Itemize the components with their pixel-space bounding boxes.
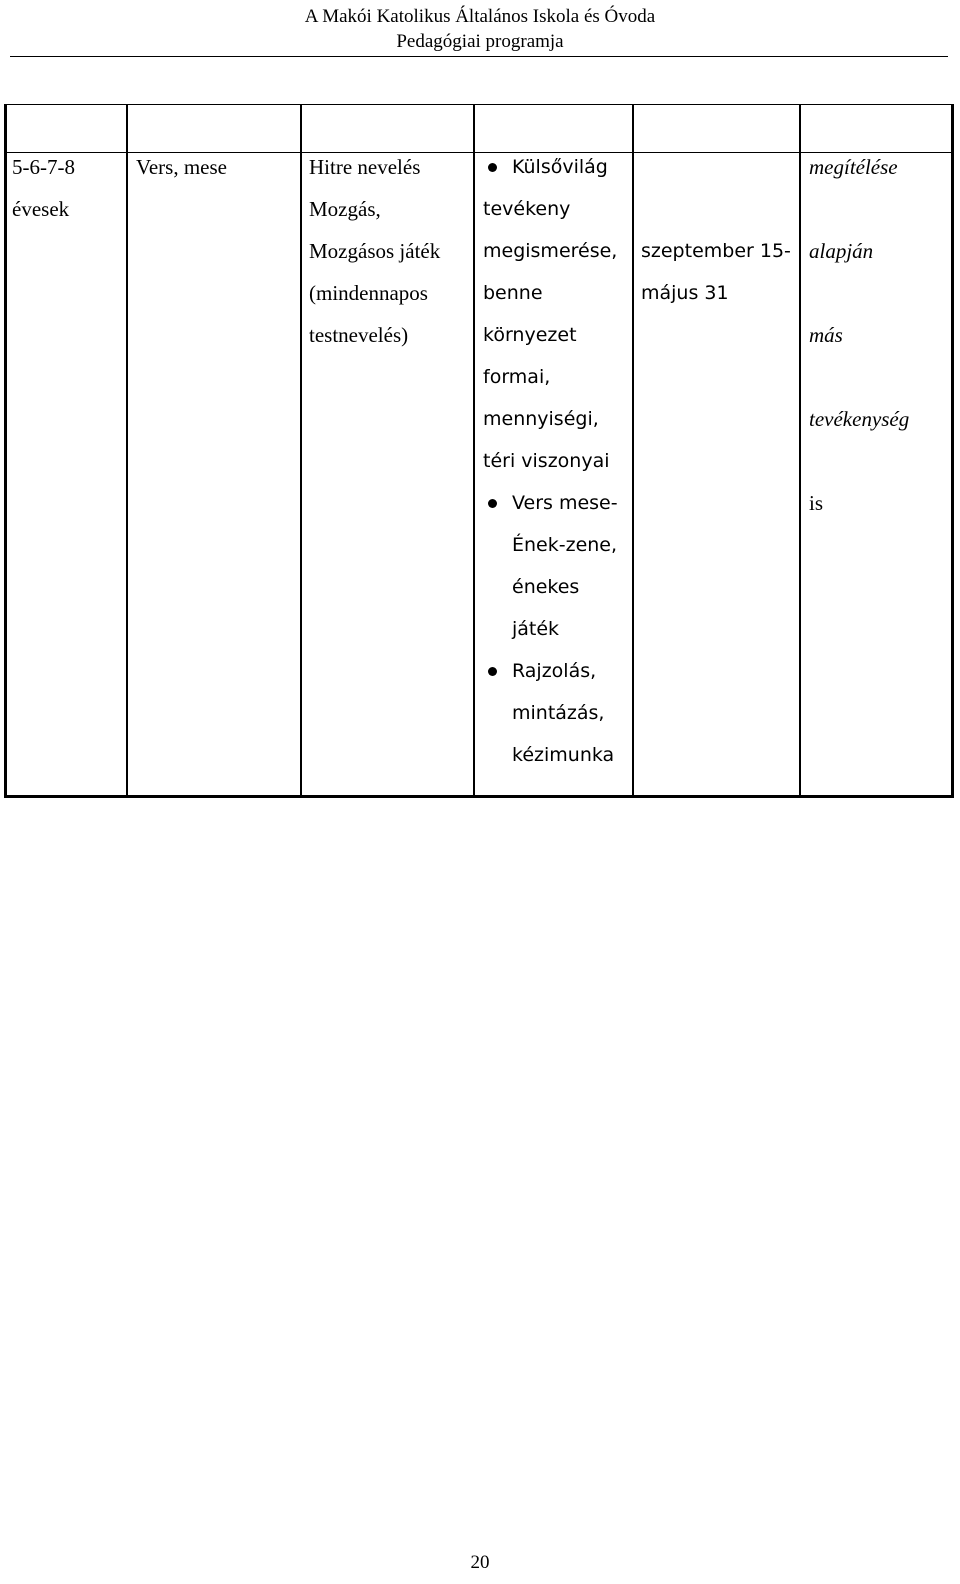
cell-text: Rajzolás, bbox=[512, 660, 597, 682]
spacer bbox=[809, 362, 909, 404]
cell-text: Mozgás, bbox=[309, 197, 381, 221]
bullet-item bbox=[483, 488, 618, 530]
header-document-title: Pedagógiai programja bbox=[396, 31, 564, 52]
cell-text: más bbox=[809, 323, 843, 347]
evaluation-cell bbox=[809, 152, 909, 530]
cell-text: alapján bbox=[809, 239, 874, 263]
cell-text: formai, bbox=[483, 366, 551, 388]
column-divider bbox=[632, 105, 634, 795]
bullet-icon bbox=[488, 163, 497, 172]
date-range-cell bbox=[641, 236, 791, 320]
cell-text: mennyiségi, bbox=[483, 408, 599, 430]
cell-text: Külsővilág bbox=[512, 156, 608, 178]
cell-text: megismerése, bbox=[483, 240, 618, 262]
cell-text: 5-6-7-8 bbox=[12, 155, 75, 179]
bullet-item bbox=[483, 152, 618, 194]
curriculum-table bbox=[4, 104, 954, 798]
column-divider bbox=[473, 105, 475, 795]
cell-text: testnevelés) bbox=[309, 323, 409, 347]
cell-text: benne bbox=[483, 282, 543, 304]
cell-text: téri viszonyai bbox=[483, 450, 610, 472]
cell-text: Vers, mese bbox=[136, 155, 227, 179]
cell-text: tevékeny bbox=[483, 198, 571, 220]
column-divider bbox=[300, 105, 302, 795]
cell-text: is bbox=[809, 491, 824, 515]
cell-text: szeptember 15- bbox=[641, 240, 791, 262]
bullet-item bbox=[483, 656, 618, 698]
activities-cell bbox=[483, 152, 618, 782]
document-header bbox=[0, 4, 960, 54]
cell-text: környezet bbox=[483, 324, 577, 346]
topic-cell bbox=[136, 152, 227, 194]
cell-text: május 31 bbox=[641, 282, 729, 304]
cell-text: Ének-zene, bbox=[512, 534, 618, 556]
bullet-icon bbox=[488, 667, 497, 676]
page-number: 20 bbox=[470, 1552, 490, 1573]
spacer bbox=[809, 278, 909, 320]
header-school-name: A Makói Katolikus Általános Iskola és Óvoda bbox=[304, 6, 656, 27]
bullet-icon bbox=[488, 499, 497, 508]
cell-text: Hitre nevelés bbox=[309, 155, 421, 179]
spacer bbox=[809, 446, 909, 488]
cell-text: játék bbox=[512, 618, 560, 640]
cell-text: megítélése bbox=[809, 155, 898, 179]
cell-text: mintázás, bbox=[512, 702, 605, 724]
area-cell bbox=[309, 152, 440, 362]
cell-text: kézimunka bbox=[512, 744, 615, 766]
cell-text: évesek bbox=[12, 197, 70, 221]
cell-text: Vers mese- bbox=[512, 492, 618, 514]
cell-text: énekes bbox=[512, 576, 580, 598]
cell-text: tevékenység bbox=[809, 407, 910, 431]
header-divider bbox=[10, 56, 948, 57]
column-divider bbox=[126, 105, 128, 795]
column-divider bbox=[799, 105, 801, 795]
spacer bbox=[809, 194, 909, 236]
cell-text: Mozgásos játék bbox=[309, 239, 441, 263]
age-group-cell bbox=[12, 152, 75, 236]
cell-text: (mindennapos bbox=[309, 281, 428, 305]
